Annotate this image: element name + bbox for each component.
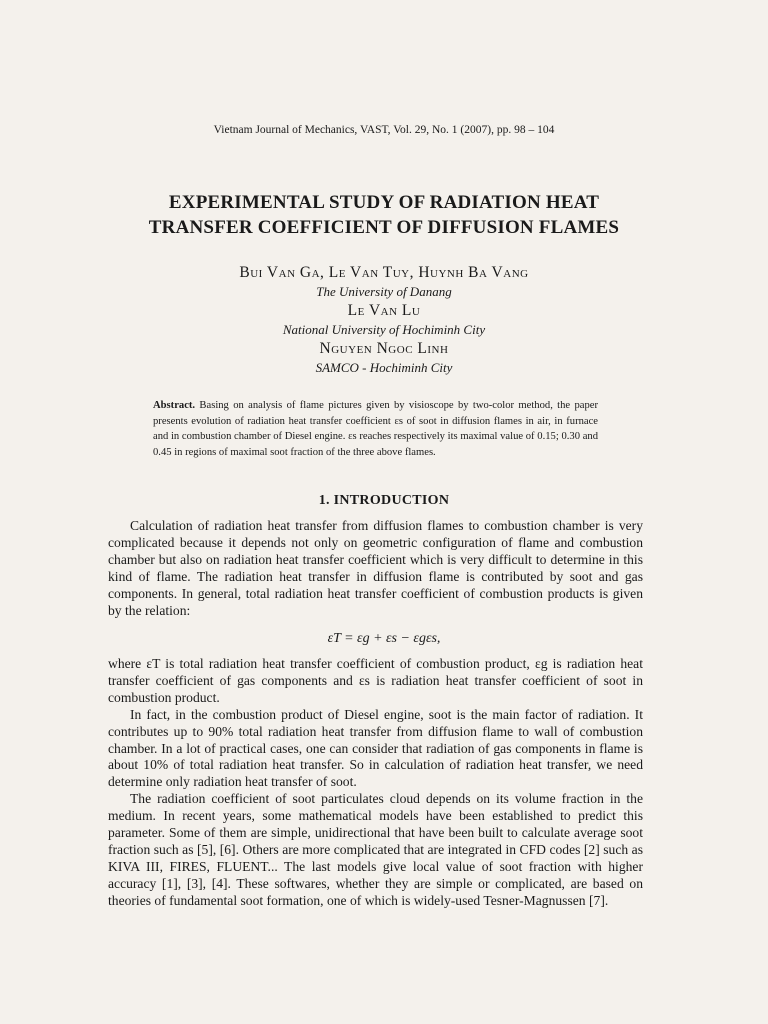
body-paragraph (108, 518, 643, 619)
author-names: Bui Van Ga, Le Van Tuy, Huynh Ba Vang (239, 264, 529, 281)
author-affiliation: The University of Danang (316, 284, 452, 299)
author-affiliation: National University of Hochiminh City (282, 322, 486, 337)
paragraph-text: Calculation of radiation heat transfer from diffusion flames to combustion chamber is very complicated because it depends not only on geometric configuration of flame and combustion chamber but also on radiation heat transfer coefficient which is very difficult to determine in this kind of flame. The radiation heat transfer in diffusion flame is contributed by soot and gas components. In general, total radiation heat transfer coefficient of combustion products is given by the relation: (108, 518, 643, 618)
body-paragraphs (108, 656, 643, 910)
journal-citation: Vietnam Journal of Mechanics, VAST, Vol. 29, No. 1 (2007), pp. 98 – 104 (213, 124, 555, 136)
abstract-text: Basing on analysis of flame pictures given by visioscope by two-color method, the paper presents evolution of radiation heat transfer coefficient εs of soot in diffusion flames in air, in furnace and in combustion chamber of Diesel engine. εs reaches respectively its maximal value of 0.15; 0.30 and 0.45 in regions of maximal soot fraction of the three above flames. (153, 400, 598, 458)
paper-title (0, 190, 768, 240)
abstract (153, 398, 598, 460)
author-names: Le Van Lu (347, 302, 421, 319)
paragraph-text: In fact, in the combustion product of Diesel engine, soot is the main factor of radiation. It contributes up to 90% total radiation heat transfer from diffusion flame to wall of combustion chamber. In a lot of practical cases, one can consider that radiation of gas components in flame is about 10% of total radiation heat transfer. So in calculation of radiation heat transfer, we need determine only radiation heat transfer of soot. (108, 706, 643, 790)
section-heading: 1. INTRODUCTION (318, 493, 450, 508)
paragraph-text: where εT is total radiation heat transfer coefficient of combustion product, εg is radiation heat transfer coefficient of gas components and εs is radiation heat transfer coefficient of soot in combustion product. (108, 656, 643, 705)
author-affiliation: SAMCO - Hochiminh City (315, 360, 453, 375)
equation: εT = εg + εs − εgεs, (327, 631, 441, 646)
title-line-1: EXPERIMENTAL STUDY OF RADIATION HEAT (168, 192, 600, 213)
author-names: Nguyen Ngoc Linh (319, 340, 449, 357)
authors-block (0, 263, 768, 377)
paragraph-text: The radiation coefficient of soot particulates cloud depends on its volume fraction in the medium. In recent years, some mathematical models have been established to predict this parameter. Some of them are simple, unidirectional that have been built to calculate average soot fraction such as [5], [6]. Others are more complicated that are integrated in CFD codes [2] such as KIVA III, FIRES, FLUENT... The last models give local value of soot fraction with higher accuracy [1], [3], [4]. These softwares, whether they are simple or complicated, are based on theories of fundamental soot formation, one of which is widely-used Tesner-Magnussen [7]. (108, 791, 643, 908)
title-line-2: TRANSFER COEFFICIENT OF DIFFUSION FLAMES (148, 217, 620, 238)
abstract-label: Abstract. (153, 400, 196, 411)
